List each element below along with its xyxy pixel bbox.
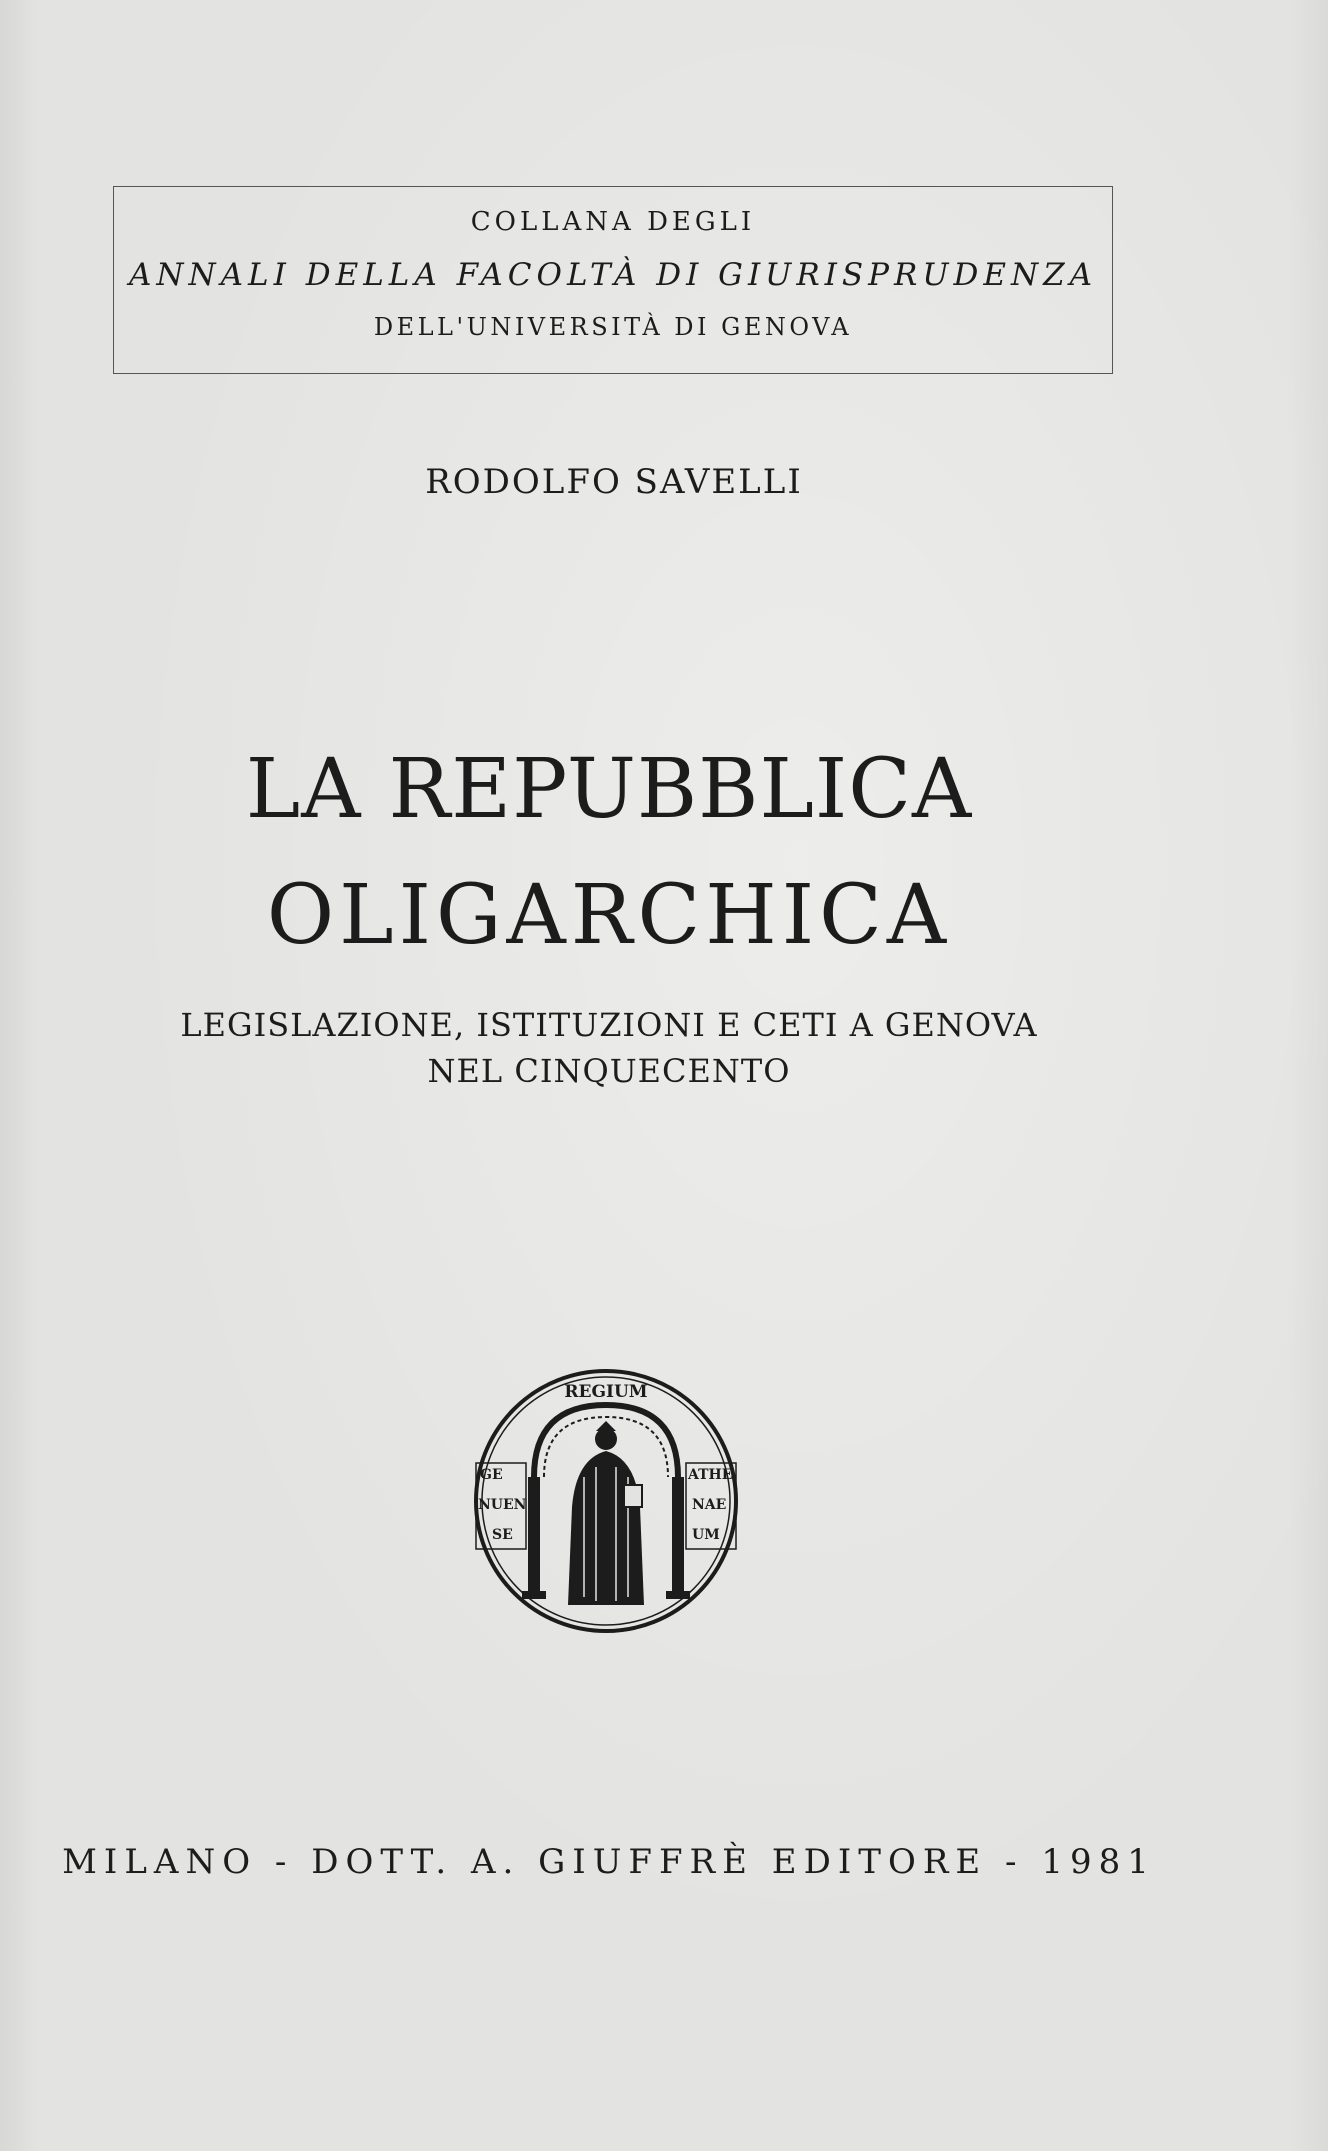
seal-top-text: REGIUM — [564, 1382, 648, 1402]
seal-right-text-3: UM — [692, 1527, 720, 1543]
book-subtitle-line-1: LEGISLAZIONE, ISTITUZIONI E CETI A GENOVA — [180, 1006, 1038, 1044]
university-seal-icon — [472, 1367, 740, 1635]
seal-right-text-1: ATHE — [688, 1467, 733, 1483]
book-subtitle-line-2: NEL CINQUECENTO — [427, 1052, 791, 1090]
series-institution: DELL'UNIVERSITÀ DI GENOVA — [373, 313, 853, 341]
book-title-line-2: OLIGARCHICA — [266, 868, 952, 963]
seal-left-text-3: SE — [492, 1527, 513, 1543]
publisher-imprint: MILANO - DOTT. A. GIUFFRÈ EDITORE - 1981 — [62, 1842, 1156, 1882]
series-name: ANNALI DELLA FACOLTÀ DI GIURISPRUDENZA — [129, 257, 1097, 293]
series-label: COLLANA DEGLI — [470, 207, 756, 237]
seal-left-text-1: GE — [480, 1467, 503, 1483]
seal-right-text-2: NAE — [692, 1497, 727, 1513]
book-title-line-1: LA REPUBBLICA — [245, 742, 973, 837]
series-box — [113, 186, 1113, 374]
seal-left-text-2: NUEN — [478, 1497, 527, 1513]
author-name: RODOLFO SAVELLI — [425, 462, 803, 502]
